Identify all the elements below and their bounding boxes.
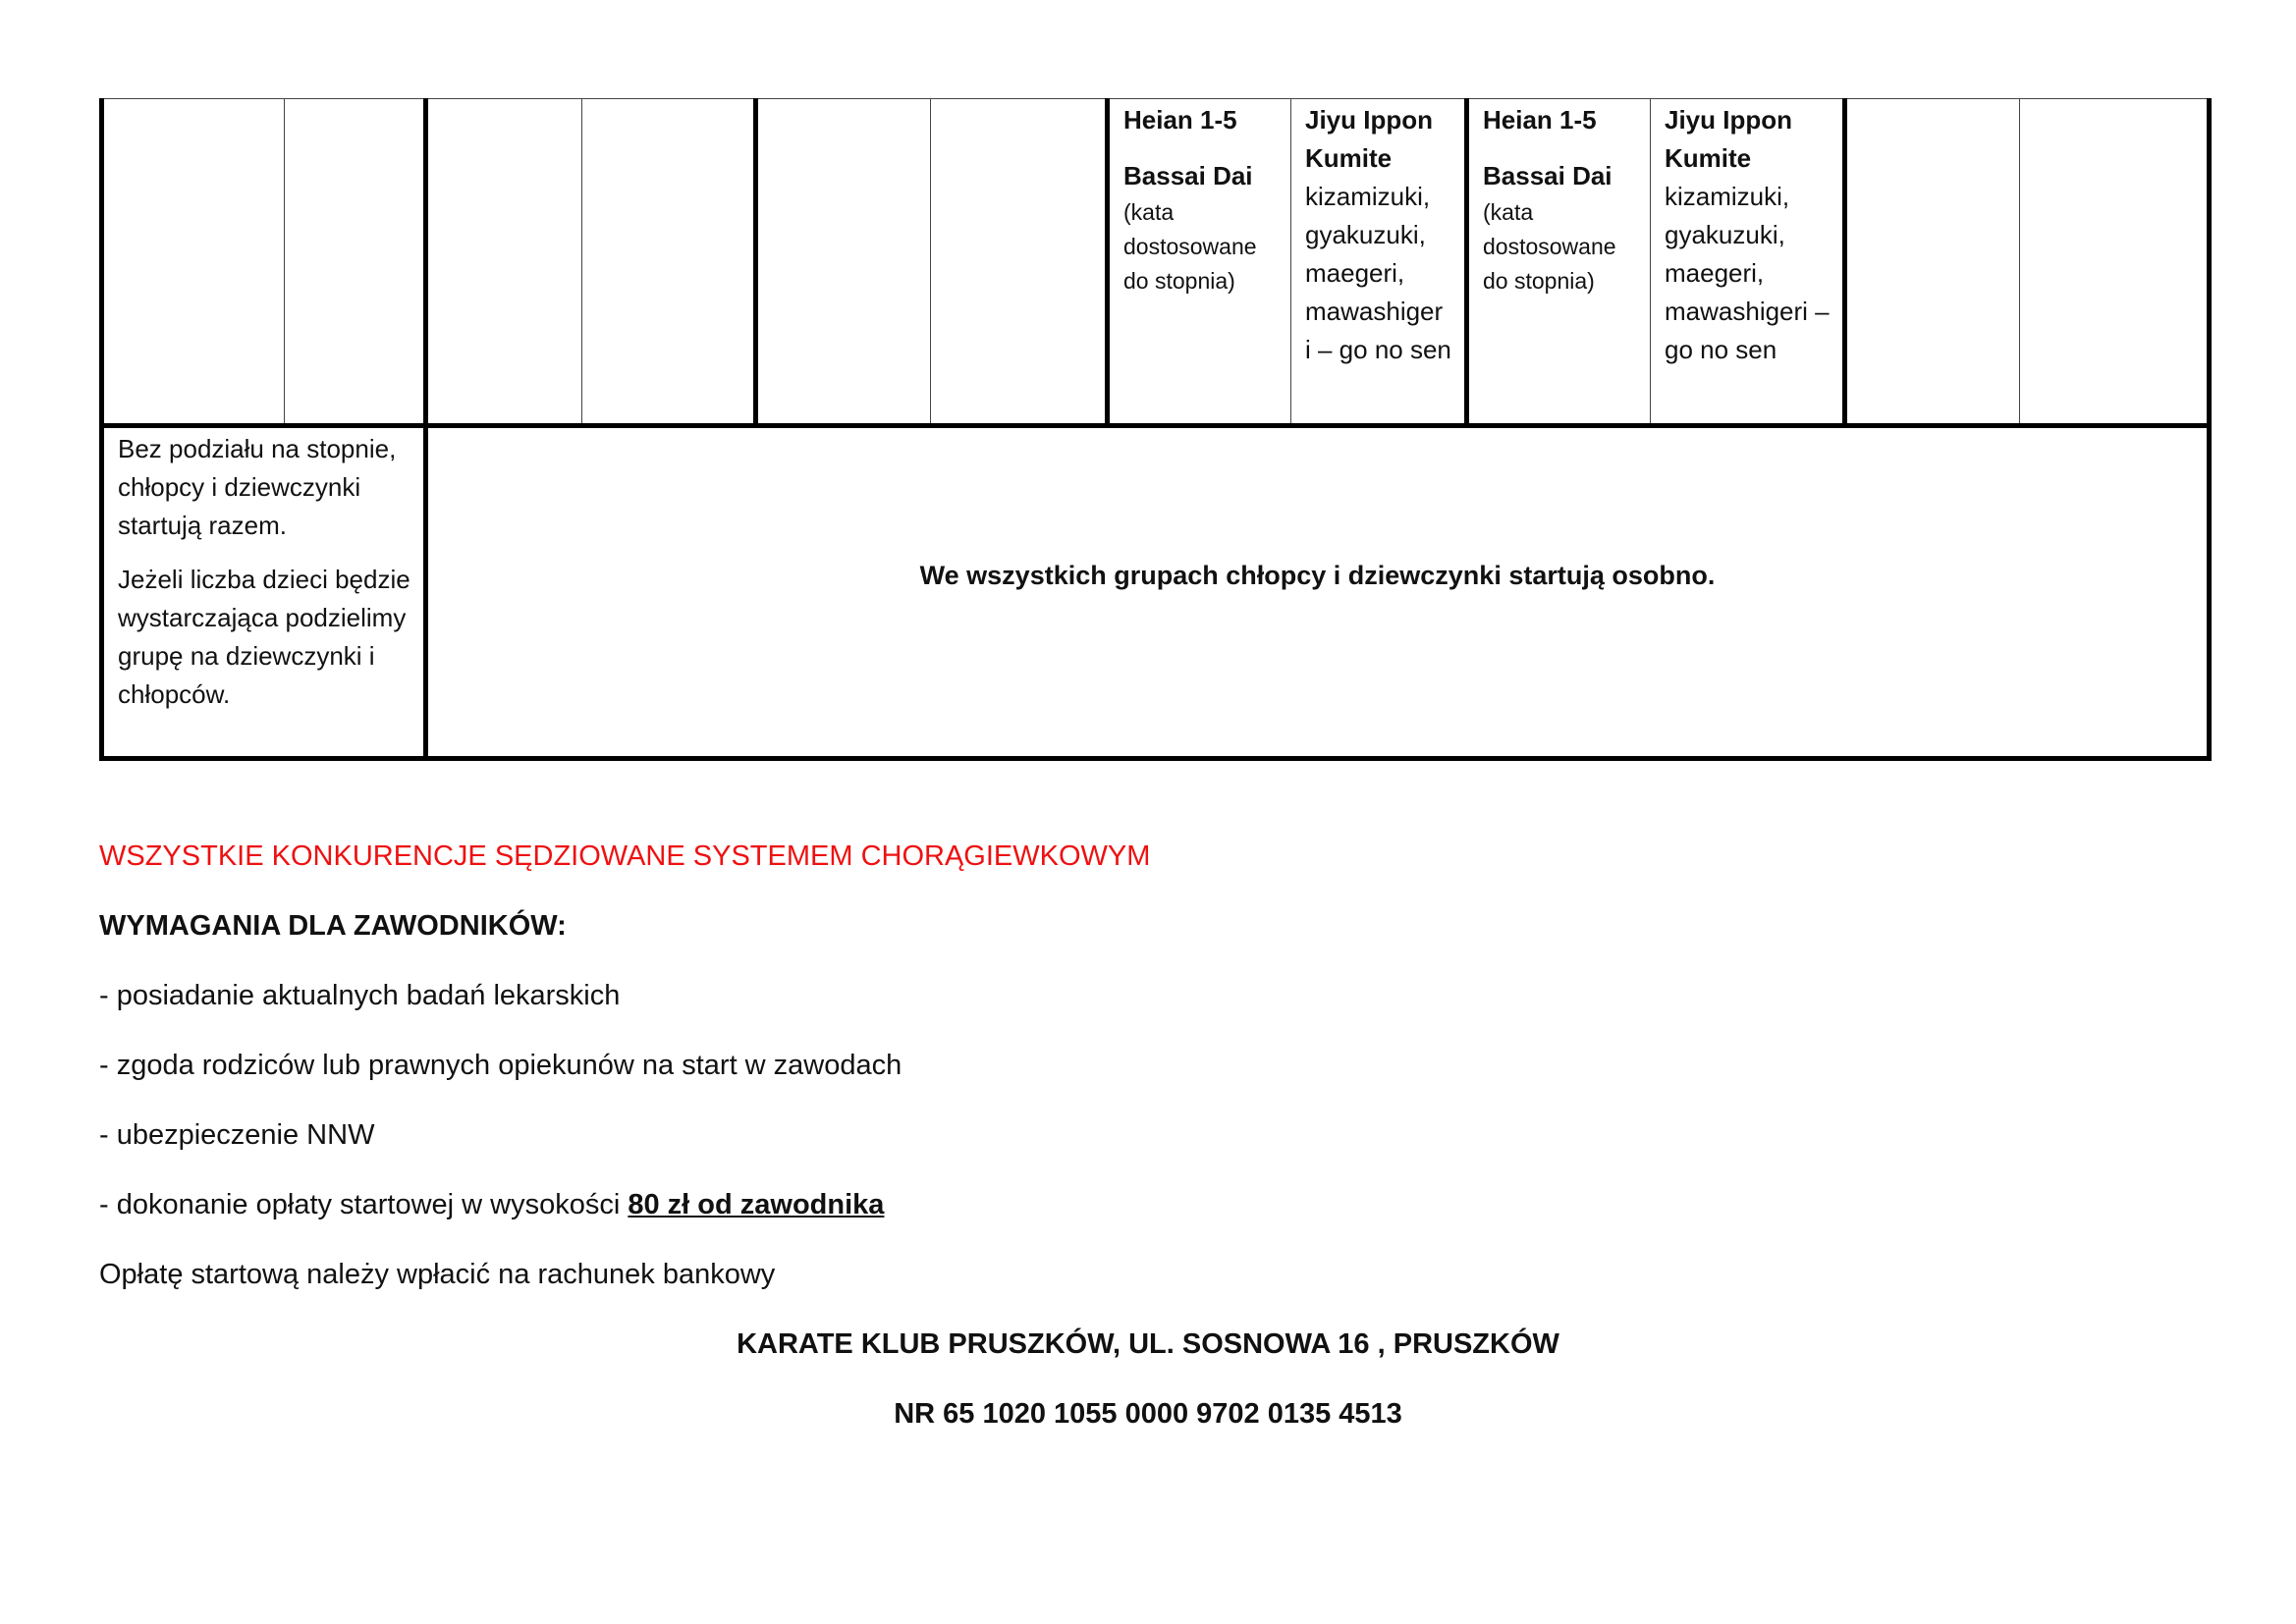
table-cell-kumite xyxy=(1651,99,1845,426)
kata-note: (kata dostosowane do stopnia) xyxy=(1123,199,1257,294)
requirement-fee xyxy=(99,1187,884,1222)
bank-holder: KARATE KLUB PRUSZKÓW, UL. SOSNOWA 16 , PRUSZKÓW xyxy=(737,1328,1559,1360)
kumite-techniques: kizamizuki, gyakuzuki, maegeri, mawashigeri – go no sen xyxy=(1665,182,1830,364)
table-cell-separate-groups-note xyxy=(426,426,2210,759)
table-cell-empty xyxy=(756,99,931,426)
fee-prefix: - dokonanie opłaty startowej w wysokości xyxy=(99,1189,629,1220)
table-cell-kata xyxy=(1108,99,1291,426)
table-row xyxy=(102,99,2210,426)
kata-title-heian: Heian 1-5 xyxy=(1123,105,1237,135)
split-group-text: Jeżeli liczba dzieci będzie wystarczająca podzielimy grupę na dziewczynki i chłopców. xyxy=(118,565,410,709)
requirement-item: - posiadanie aktualnych badań lekarskich xyxy=(99,980,621,1011)
table-cell-empty xyxy=(931,99,1108,426)
kata-title-bassai: Bassai Dai xyxy=(1123,161,1253,190)
kumite-techniques: kizamizuki, gyakuzuki, maegeri, mawashiger i – go no sen xyxy=(1305,182,1451,364)
mixed-group-text: Bez podziału na stopnie, chłopcy i dziewczynki startują razem. xyxy=(118,434,397,540)
kata-note: (kata dostosowane do stopnia) xyxy=(1483,199,1616,294)
table-cell-empty xyxy=(582,99,756,426)
requirement-item: - ubezpieczenie NNW xyxy=(99,1119,375,1151)
fee-amount: 80 zł od zawodnika xyxy=(628,1189,885,1220)
competition-table xyxy=(99,98,2212,761)
table-row xyxy=(102,426,2210,759)
table-cell-empty xyxy=(2020,99,2210,426)
table-cell-empty xyxy=(102,99,285,426)
table-cell-empty xyxy=(285,99,426,426)
kata-title-heian: Heian 1-5 xyxy=(1483,105,1597,135)
kumite-title: Jiyu Ippon Kumite xyxy=(1665,105,1792,173)
judging-system-note: WSZYSTKIE KONKURENCJE SĘDZIOWANE SYSTEMEM CHORĄGIEWKOWYM xyxy=(99,840,1151,872)
table-cell-empty xyxy=(1845,99,2020,426)
table-cell-kata xyxy=(1467,99,1651,426)
separate-groups-text: We wszystkich grupach chłopcy i dziewczynki startują osobno. xyxy=(919,560,1716,590)
requirements-heading: WYMAGANIA DLA ZAWODNIKÓW: xyxy=(99,910,567,942)
kumite-title: Jiyu Ippon Kumite xyxy=(1305,105,1433,173)
table-cell-empty xyxy=(426,99,582,426)
table-cell-mixed-group-note xyxy=(102,426,426,759)
kata-title-bassai: Bassai Dai xyxy=(1483,161,1613,190)
requirement-item: - zgoda rodziców lub prawnych opiekunów na start w zawodach xyxy=(99,1050,902,1081)
table-cell-kumite xyxy=(1291,99,1467,426)
bank-account-number: NR 65 1020 1055 0000 9702 0135 4513 xyxy=(894,1398,1402,1430)
payment-note: Opłatę startową należy wpłacić na rachunek bankowy xyxy=(99,1259,776,1290)
